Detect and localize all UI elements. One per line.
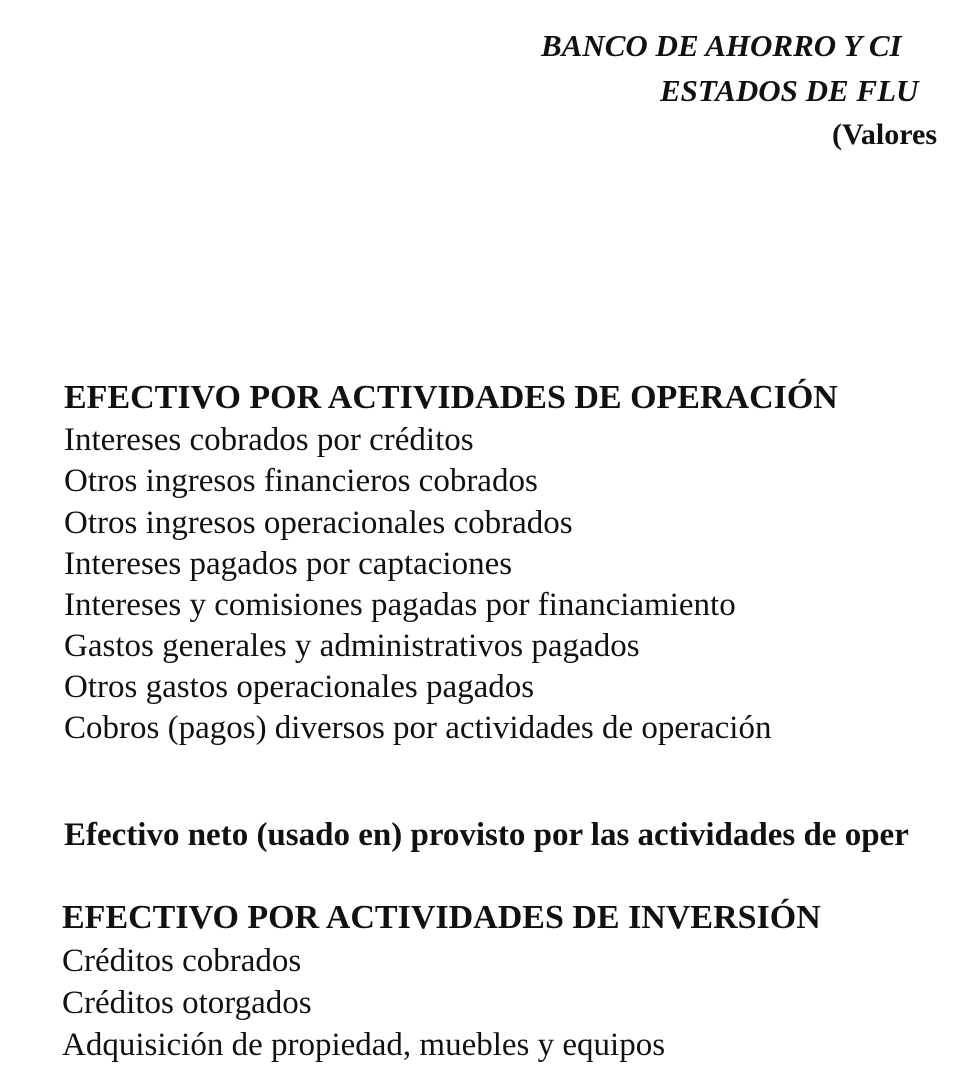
line-item-operating: Otros ingresos financieros cobrados <box>64 463 538 499</box>
investing-section-heading: EFECTIVO POR ACTIVIDADES DE INVERSIÓN <box>62 899 821 936</box>
line-item-operating: Intereses pagados por captaciones <box>64 546 513 582</box>
units-subheading: (Valores <box>832 118 937 151</box>
operating-net-cash-line: Efectivo neto (usado en) provisto por las actividades de oper <box>64 817 909 853</box>
line-item-investing: Créditos otorgados <box>62 985 312 1021</box>
line-item-operating: Cobros (pagos) diversos por actividades de operación <box>64 710 772 746</box>
line-item-operating: Otros gastos operacionales pagados <box>64 669 535 705</box>
line-item-operating: Intereses cobrados por créditos <box>64 422 474 458</box>
line-item-investing: Adquisición de propiedad, muebles y equipos <box>62 1027 666 1063</box>
line-item-operating: Otros ingresos operacionales cobrados <box>64 505 573 541</box>
statement-title-heading: ESTADOS DE FLU <box>660 73 919 108</box>
bank-name-heading: BANCO DE AHORRO Y CI <box>541 28 902 63</box>
line-item-operating: Gastos generales y administrativos pagados <box>64 628 640 664</box>
line-item-operating: Intereses y comisiones pagadas por financiamiento <box>64 587 736 623</box>
operating-section-heading: EFECTIVO POR ACTIVIDADES DE OPERACIÓN <box>64 379 838 416</box>
line-item-investing: Créditos cobrados <box>62 943 302 979</box>
